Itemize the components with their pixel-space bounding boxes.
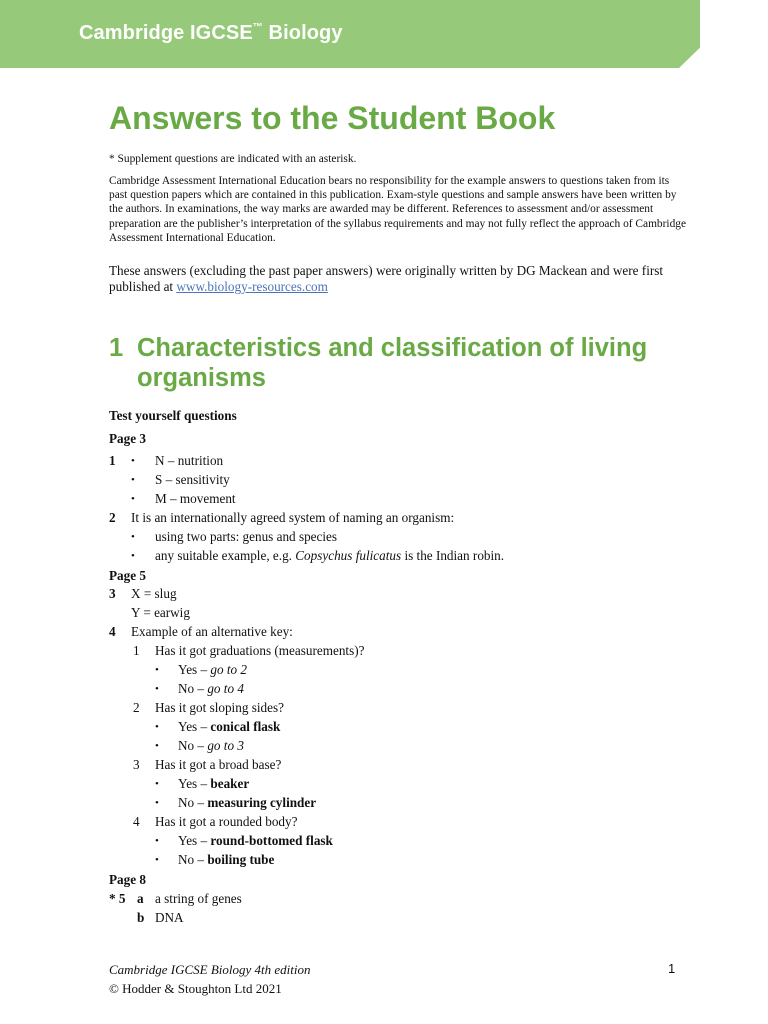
credit-paragraph: These answers (excluding the past paper answers) were originally written by DG Mackean and were first published at www.biology-resources.com xyxy=(109,263,664,294)
question-number: * 5 xyxy=(109,891,126,906)
species-name: Copsychus fulicatus xyxy=(295,548,402,563)
key-option-yes: Yes – round-bottomed flask xyxy=(178,833,333,848)
bullet: • xyxy=(131,474,135,486)
bullet: • xyxy=(155,854,159,866)
key-step-number: 3 xyxy=(133,757,140,772)
bullet: • xyxy=(155,835,159,847)
key-step-question: Has it got a rounded body? xyxy=(155,814,298,829)
part-label: a xyxy=(137,891,144,906)
footer-edition: Cambridge IGCSE Biology 4th edition xyxy=(109,962,311,977)
key-step-question: Has it got a broad base? xyxy=(155,757,282,772)
question-number: 1 xyxy=(109,453,116,468)
banner-title: Cambridge IGCSE™ Biology xyxy=(79,22,343,44)
list-item: S – sensitivity xyxy=(155,472,230,487)
chapter-title: Characteristics and classification of living organisms xyxy=(137,334,648,392)
disclaimer: Cambridge Assessment International Education bears no responsibility for the example answers to questions taken from its past question papers which are contained in this publication. Exam-style questions and sample answers have been written by the authors. In examinations, the way marks are awarded may be different. References to assessment and/or assessment preparation are the publisher’s interpretation of the syllabus requirements and may not fully reflect the approach of Cambridge Assessment International Education. xyxy=(109,175,687,244)
page-label-3: Page 3 xyxy=(109,431,146,446)
key-step-question: Has it got graduations (measurements)? xyxy=(155,643,365,658)
bullet: • xyxy=(155,778,159,790)
key-option-no: No – boiling tube xyxy=(178,852,275,867)
question-number: 3 xyxy=(109,586,116,601)
supplement-note: * Supplement questions are indicated with an asterisk. xyxy=(109,153,357,165)
key-option-no: No – go to 4 xyxy=(178,681,244,696)
question-text: Example of an alternative key: xyxy=(131,624,293,639)
trademark-symbol: ™ xyxy=(252,22,263,33)
resource-link[interactable]: www.biology-resources.com xyxy=(176,279,328,294)
key-step-number: 1 xyxy=(133,643,140,658)
key-step-number: 2 xyxy=(133,700,140,715)
bullet: • xyxy=(155,797,159,809)
key-step-question: Has it got sloping sides? xyxy=(155,700,284,715)
page-label-5: Page 5 xyxy=(109,568,146,583)
bullet: • xyxy=(155,664,159,676)
page-title: Answers to the Student Book xyxy=(109,100,556,136)
page-number: 1 xyxy=(668,961,676,976)
question-number: 2 xyxy=(109,510,116,525)
key-option-yes: Yes – beaker xyxy=(178,776,250,791)
key-option-yes: Yes – go to 2 xyxy=(178,662,248,677)
bullet: • xyxy=(131,531,135,543)
list-item: using two parts: genus and species xyxy=(155,529,338,544)
key-step-number: 4 xyxy=(133,814,140,829)
answer-line: DNA xyxy=(155,910,184,925)
bullet: • xyxy=(131,493,135,505)
question-number: 4 xyxy=(109,624,116,639)
key-option-no: No – measuring cylinder xyxy=(178,795,317,810)
answer-line: a string of genes xyxy=(155,891,242,906)
list-item: N – nutrition xyxy=(155,453,224,468)
page-label-8: Page 8 xyxy=(109,872,146,887)
footer xyxy=(109,960,310,998)
bullet: • xyxy=(155,740,159,752)
section-heading: Test yourself questions xyxy=(109,408,237,423)
question-text: It is an internationally agreed system of naming an organism: xyxy=(131,510,455,525)
part-label: b xyxy=(137,910,145,925)
key-option-no: No – go to 3 xyxy=(178,738,244,753)
list-item: any suitable example, e.g. Copsychus fulicatus is the Indian robin. xyxy=(155,548,505,563)
bullet: • xyxy=(131,550,135,562)
key-option-yes: Yes – conical flask xyxy=(178,719,281,734)
chapter-number: 1 xyxy=(109,334,124,362)
answer-line: X = slug xyxy=(131,586,177,601)
bullet: • xyxy=(155,721,159,733)
answer-line: Y = earwig xyxy=(131,605,190,620)
list-item: M – movement xyxy=(155,491,236,506)
footer-copyright: © Hodder & Stoughton Ltd 2021 xyxy=(109,981,282,996)
bullet: • xyxy=(131,455,135,467)
bullet: • xyxy=(155,683,159,695)
